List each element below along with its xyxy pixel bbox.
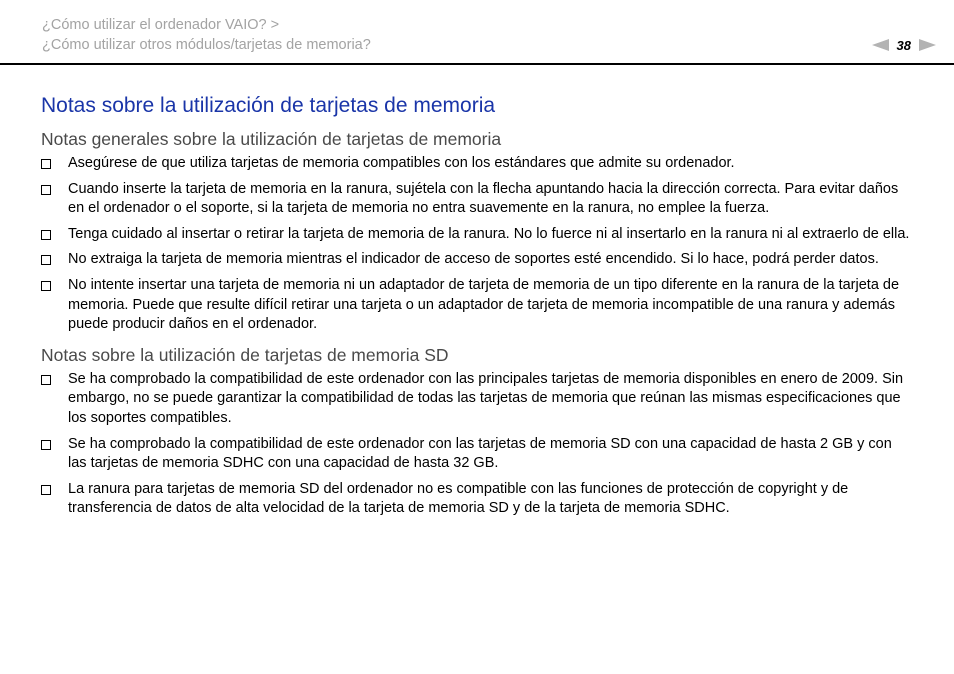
previous-page-arrow-icon[interactable] bbox=[872, 39, 889, 51]
pager bbox=[872, 36, 936, 54]
list-item bbox=[41, 435, 913, 474]
checkbox-bullet-icon bbox=[41, 159, 51, 169]
main-content bbox=[41, 92, 913, 525]
list-item bbox=[41, 154, 913, 174]
list-item bbox=[41, 276, 913, 335]
list-item-text: No extraiga la tarjeta de memoria mientras el indicador de acceso de soportes esté encendido. Si lo hace, podrá perder datos. bbox=[68, 251, 879, 268]
list-item-text: Se ha comprobado la compatibilidad de este ordenador con las principales tarjetas de memoria disponibles en enero de 2009. Sin embargo, no se puede garantizar la compatibilidad de todas las tarjetas de memoria que reúnan las mismas especificaciones que los soportes compatibles. bbox=[68, 370, 904, 426]
list-item bbox=[41, 180, 913, 219]
list-item-text: Cuando inserte la tarjeta de memoria en la ranura, sujétela con la flecha apuntando hacia la dirección correcta. Para evitar daños en el ordenador o el soporte, si la tarjeta de memoria no entra suavemente en la ranura, no emplee la fuerza. bbox=[68, 180, 899, 217]
page-title: Notas sobre la utilización de tarjetas de memoria bbox=[41, 94, 496, 117]
list-item-text: Asegúrese de que utiliza tarjetas de memoria compatibles con los estándares que admite su ordenador. bbox=[68, 155, 735, 171]
breadcrumb-section-link[interactable]: ¿Cómo utilizar otros módulos/tarjetas de memoria? bbox=[42, 37, 371, 53]
list-item-text: La ranura para tarjetas de memoria SD del ordenador no es compatible con las funciones de protección de copyright y de transferencia de datos de alta velocidad de la tarjeta de memoria SD y de la tarjeta de memoria SDHC. bbox=[68, 480, 849, 517]
general-notes-list bbox=[41, 154, 913, 335]
checkbox-bullet-icon bbox=[41, 185, 51, 195]
page-header bbox=[0, 0, 954, 65]
page-number: 38 bbox=[896, 37, 911, 53]
next-page-arrow-icon[interactable] bbox=[919, 39, 936, 51]
section-heading-sd: Notas sobre la utilización de tarjetas de memoria SD bbox=[41, 344, 449, 365]
list-item bbox=[41, 225, 913, 245]
list-item-text: Tenga cuidado al insertar o retirar la tarjeta de memoria de la ranura. No lo fuerce ni al insertarlo en la ranura ni al extraerlo de ella. bbox=[68, 225, 910, 242]
breadcrumb-chapter-link[interactable]: ¿Cómo utilizar el ordenador VAIO? > bbox=[42, 17, 280, 33]
sd-notes-list bbox=[41, 370, 913, 519]
list-item bbox=[41, 480, 913, 519]
section-heading-general: Notas generales sobre la utilización de tarjetas de memoria bbox=[41, 129, 502, 149]
list-item-text: No intente insertar una tarjeta de memoria ni un adaptador de tarjeta de memoria de un tipo diferente en la ranura de la tarjeta de memoria. Puede que resulte difícil retirar una tarjeta o un adaptador de tarjeta de memoria incompatible de una ranura y además puede producir daños en el ordenador. bbox=[68, 276, 900, 333]
checkbox-bullet-icon bbox=[41, 230, 51, 240]
list-item-text: Se ha comprobado la compatibilidad de este ordenador con las tarjetas de memoria SD con una capacidad de hasta 2 GB y con las tarjetas de memoria SDHC con una capacidad de hasta 32 GB. bbox=[68, 435, 892, 472]
checkbox-bullet-icon bbox=[41, 485, 51, 495]
breadcrumb bbox=[42, 15, 371, 55]
list-item bbox=[41, 250, 913, 270]
checkbox-bullet-icon bbox=[41, 255, 51, 265]
checkbox-bullet-icon bbox=[41, 375, 51, 385]
list-item bbox=[41, 370, 913, 429]
checkbox-bullet-icon bbox=[41, 440, 51, 450]
checkbox-bullet-icon bbox=[41, 281, 51, 291]
